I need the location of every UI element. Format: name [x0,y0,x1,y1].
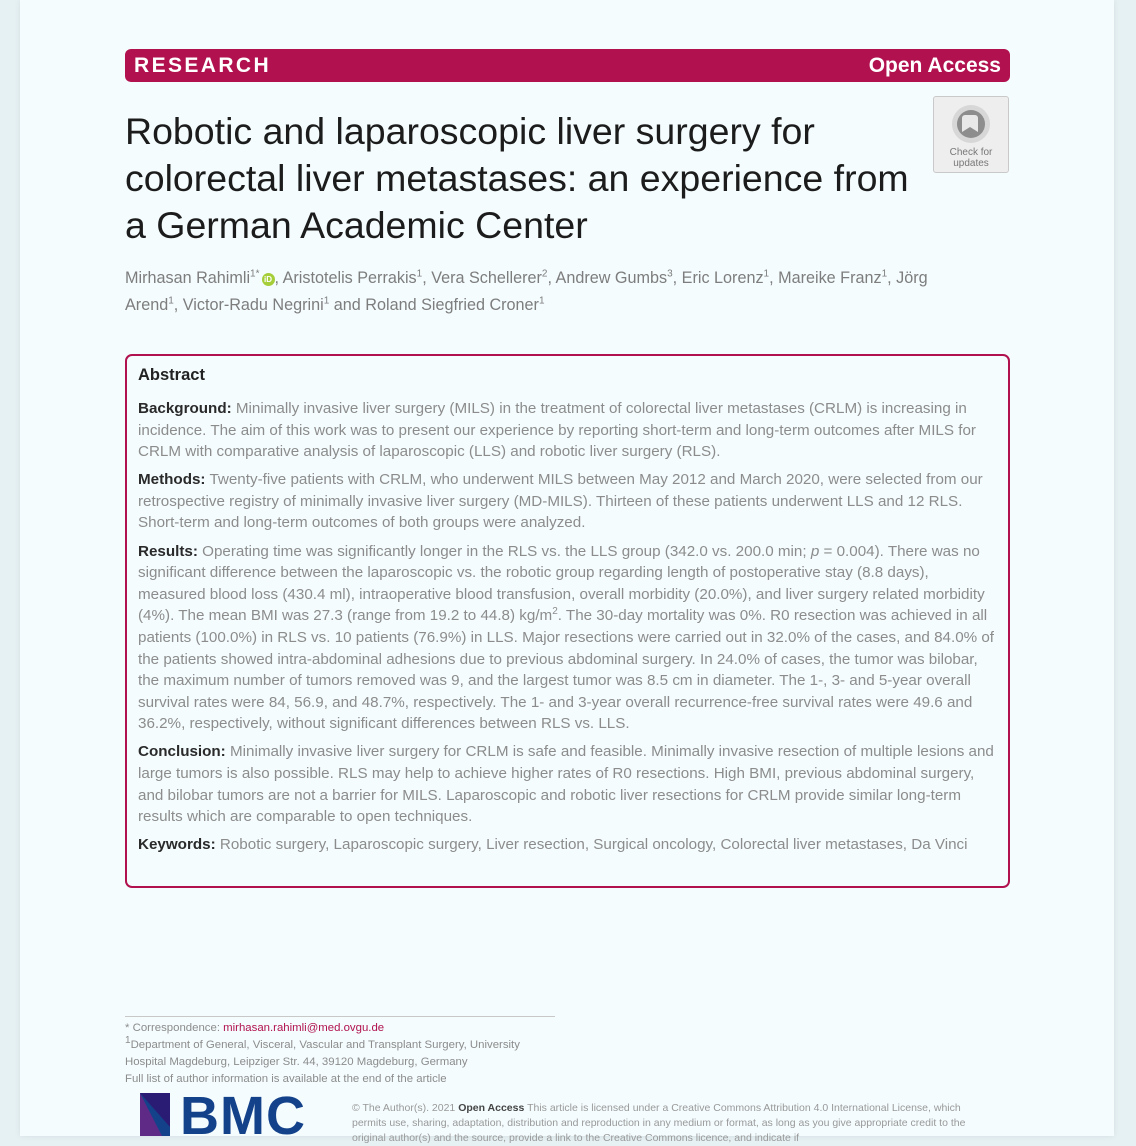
abstract-methods [138,469,997,534]
abstract-conclusion [138,741,997,827]
results-text: . The 30-day mortality was 0%. R0 resection was achieved in all patients (100.0%) in RLS vs. 10 patients (76.9%) in LLS. Major resections were carried out in 32.0% of the cases, and 84.0% of the patients showed intra-abdominal adhesions due to previous abdominal surgery. In 24.0% of cases, the tumor was bilobar, the maximum number of tumors removed was 9, and the largest tumor was 8.5 cm in diameter. The 1-, 3- and 5-year overall survival rates were 84, 56.9, and 48.7%, respectively. The 1- and 3-year overall recurrence-free survival rates were 49.6 and 36.2%, respectively, without significant differences between RLS vs. LLS. [138,607,995,733]
affiliation-marker: 1* [250,268,260,280]
affiliation-marker: 1 [125,1035,131,1047]
affiliation-marker: 1 [881,268,888,280]
conclusion-text: Minimally invasive liver surgery for CRLM is safe and feasible. Minimally invasive resection of multiple lesions and large tumors is also possible. RLS may help to achieve higher rates of R0 resections. High BMI, previous abdominal surgery, and bilobar tumors are not a barrier for MILS. Laparoscopic and robotic liver resections for CRLM provide similar long-term results which are comparable to open techniques. [138,743,994,826]
background-text: Minimally invasive liver surgery (MILS) in the treatment of colorectal liver metastases (CRLM) is increasing in incidence. The aim of this work was to present our experience by reporting short-term and long-term outcomes after MILS for CRLM with comparative analysis of laparoscopic (LLS) and robotic liver surgery (RLS). [138,400,976,461]
open-access-label: Open Access [868,53,1001,77]
bmc-logo-icon [140,1093,170,1136]
check-for-updates-badge[interactable] [933,96,1009,173]
affiliation-marker: 1 [323,295,330,307]
methods-label: Methods: [138,471,206,489]
affiliation-marker: 1 [763,268,770,280]
author-name[interactable]: , Mareike Franz [769,269,882,287]
license-body: This article is licensed under a Creative Commons Attribution 4.0 International License, which permits use, sharing, adaptation, distribution and reproduction in any medium or format, as long as you give appropriate credit to the original author(s) and the source, provide a link to the Creative Commons licence, and indicate if [352,1102,966,1144]
author-name[interactable]: , Victor-Radu Negrini [173,296,324,314]
bmc-logo-text: BMC [180,1086,306,1146]
author-name[interactable]: Mirhasan Rahimli [125,269,251,287]
affiliation-marker: 1 [168,295,174,307]
affiliation-text: Department of General, Visceral, Vascular and Transplant Surgery, University Hospital Magdeburg, Leipziger Str. 44, 39120 Magdeburg, Germany [125,1039,520,1068]
section-banner [125,49,1010,82]
results-text: = 0.004). There was no significant difference between the laparoscopic vs. the robotic group regarding length of postoperative stay (8.8 days), measured blood loss (430.4 ml), intraoperative blood transfusion, overall morbidity (20.0%), and liver surgery related morbidity (4%). The mean BMI was 27.3 (range from 19.2 to 44.8) kg/m [138,542,985,625]
results-text: Operating time was significantly longer in the RLS vs. the LLS group (342.0 vs. 200.0 min; [202,542,811,560]
abstract-heading: Abstract [138,366,205,384]
orcid-icon[interactable]: iD [262,273,275,286]
affiliation-marker: 1 [416,268,423,280]
author-name[interactable]: , Aristotelis Perrakis [274,269,417,287]
affiliation-marker: 3 [667,268,673,280]
license-open-access: Open Access [458,1102,525,1114]
copyright-text: © The Author(s). 2021 [352,1102,459,1114]
conclusion-label: Conclusion: [138,743,226,761]
methods-text: Twenty-five patients with CRLM, who underwent MILS between May 2012 and March 2020, were selected from our retrospective registry of minimally invasive liver surgery (MD-MILS). Thirteen of these patients underwent LLS and 12 RLS. Short-term and long-term outcomes of both groups were analyzed. [138,471,983,532]
check-updates-icon [950,103,992,145]
article-title: Robotic and laparoscopic liver surgery for colorectal liver metastases: an experience from a German Academic Center [125,110,909,246]
footnotes [125,1016,555,1088]
author-info-note: Full list of author information is available at the end of the article [125,1073,447,1085]
check-updates-label: Check for updates [949,147,993,169]
abstract-box [125,354,1010,888]
superscript: 2 [552,606,558,618]
background-label: Background: [138,400,232,417]
author-list [125,265,955,319]
author-name[interactable]: and Roland Siegfried Croner [329,296,539,314]
keywords-text: Robotic surgery, Laparoscopic surgery, Liver resection, Surgical oncology, Colorectal liver metastases, Da Vinci [219,836,968,854]
author-name[interactable]: , Andrew Gumbs [547,269,668,287]
license-text [352,1101,972,1146]
correspondence-line [125,1020,555,1037]
p-value-symbol: p [810,542,820,560]
affiliation-marker: 2 [541,268,548,280]
paper-page [20,0,1114,1146]
author-name[interactable]: , Jörg Arend [125,269,928,314]
abstract-background [138,398,997,463]
correspondence-email-link[interactable]: mirhasan.rahimli@med.ovgu.de [223,1022,385,1034]
correspondence-label: * Correspondence: [125,1022,224,1034]
abstract-results [138,541,997,735]
author-name[interactable]: , Vera Schellerer [422,269,542,287]
article-type-label: RESEARCH [134,53,272,77]
abstract-keywords [138,834,997,856]
affiliation-line [125,1037,555,1071]
affiliation-marker: 1 [538,295,545,307]
keywords-label: Keywords: [138,836,216,854]
results-label: Results: [138,542,198,560]
author-name[interactable]: , Eric Lorenz [672,269,764,287]
